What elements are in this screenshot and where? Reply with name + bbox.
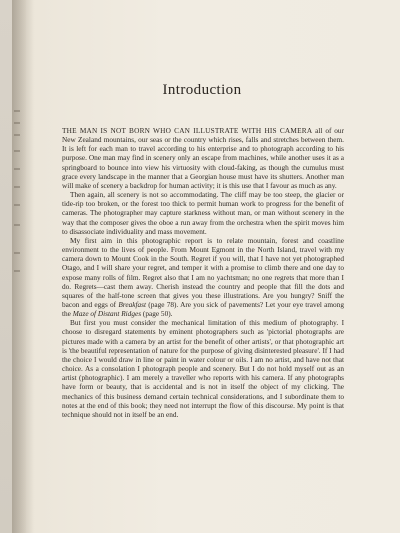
spine-shadow [12, 0, 34, 533]
body-text [62, 126, 344, 419]
paragraph-4: But first you must consider the mechanical limitation of this medium of photography. I choose to disregard statements by eminent photographers such as 'pictorial photographs are pictures made with a camera by an artist for the benefit of other artists', or that photographic art is 'the beautiful representation of nature for the purpose of giving disinterested pleasure'. If I had the choice I would draw in line or paint in water colour or oils. I am no artist, and have not that choice. As a consolation I photograph people and scenery. But I do not hold myself out as an artist (photographic). I am merely a traveller who reports with his camera. If any photographs have form or beauty, that is accidental and is not in itself the object of my clicking. The mechanics of this business demand certain technical considerations, and I subordinate them to notes at the end of this book; they need not interrupt the flow of this discourse. My point is that technique should not in itself be an end. [62, 318, 344, 419]
paragraph-text: all of our New Zealand mountains, our seas or the country which rises, falls and stretches between them. It is left for each man to travel according to his enterprise and to photograph according to his purpose. One man may find in scenery only an escape from machines, while another uses it as a springboard to bounce into view his virtuosity with cloud-faking, as though the cumulus must grace every landscape in the manner that a Georgian house must have its shutters. Another man will make of scenery a backdrop for human activity; it is this use that I favour as much as any. [62, 126, 345, 190]
lead-in: THE MAN IS NOT BORN WHO CAN ILLUSTRATE WITH HIS CAMERA [62, 126, 313, 135]
paragraph-2: Then again, all scenery is not so accommodating. The cliff may be too steep, the glacier or tide-rip too broken, or the forest too thick to permit human work to progress for the benefit of cameras. The photographer may capture starkness without man, or man without scenery in the way that the composer gives the oboe a run away from the orchestra when the spirit moves him to disassociate individuality and mass movement. [62, 190, 344, 236]
page-title: Introduction [162, 82, 242, 98]
title-reference: Maze of Distant Ridges [72, 309, 142, 319]
paragraph-1 [62, 126, 344, 190]
paragraph-3 [62, 236, 344, 318]
paragraph-text: (page 78). Are you sick of pavements? Let your eye travel among the [62, 299, 344, 319]
title-reference: Breakfast [118, 299, 147, 309]
paragraph-text: (page 50). [141, 309, 173, 319]
paragraph-text: My first aim in this photographic report is to relate mountain, forest and coastline environment to the lives of people. From Mount Egmont in the North Island, travel with my camera down to Mount Cook in the South. Regret if you will, that I have not yet photographed Otago, and I will share your regret, and temper it with a promise to climb there and one day to expose many rolls of film. Regret also that I am no yachtsman; no one regrets that more than I do. Regrets—cast them away. Cherish instead the country and people that fill the dots and squares of the half-tone screen that gives you these illustrations. Are you hungry? Sniff the bacon and eggs of [62, 235, 344, 309]
